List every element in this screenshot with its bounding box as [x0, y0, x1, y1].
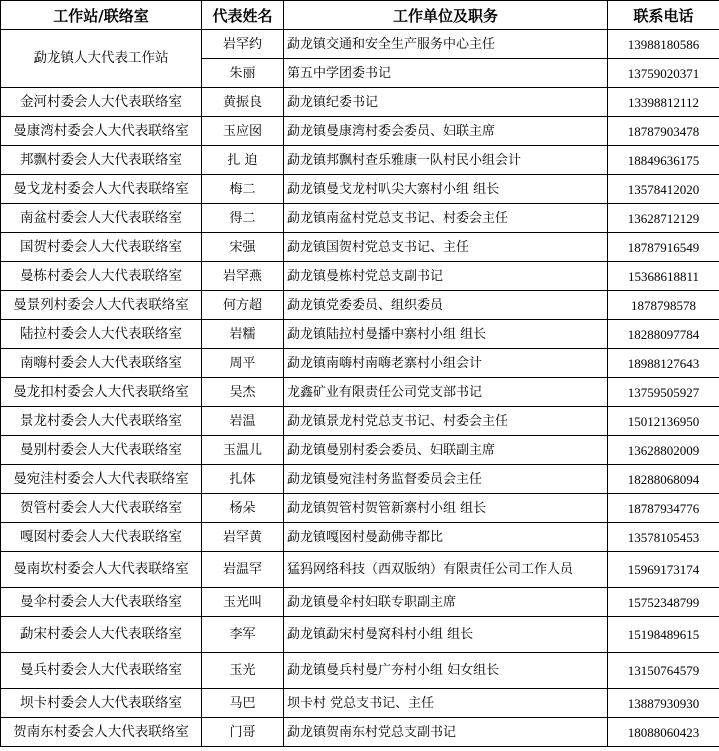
- header-name: 代表姓名: [202, 1, 284, 30]
- name-cell: 岩温: [202, 407, 284, 436]
- station-cell: 曼宛洼村委会人大代表联络室: [1, 465, 202, 494]
- station-cell: 勐宋村委会人大代表联络室: [1, 617, 202, 653]
- table-row: [1, 320, 719, 349]
- table-row: [1, 291, 719, 320]
- header-phone: 联系电话: [608, 1, 719, 30]
- station-cell: 贺管村委会人大代表联络室: [1, 494, 202, 523]
- station-cell: 曼景列村委会人大代表联络室: [1, 291, 202, 320]
- name-cell: 吴杰: [202, 378, 284, 407]
- phone-cell: 13628802009: [608, 436, 719, 465]
- table-row: [1, 718, 719, 747]
- job-cell: 勐龙镇纪委书记: [284, 88, 608, 117]
- phone-cell: 13578412020: [608, 175, 719, 204]
- header-row: [1, 1, 719, 30]
- name-cell: 朱丽: [202, 59, 284, 88]
- table-row: [1, 588, 719, 617]
- station-cell: 曼戈龙村委会人大代表联络室: [1, 175, 202, 204]
- header-job: 工作单位及职务: [284, 1, 608, 30]
- name-cell: 马巴: [202, 689, 284, 718]
- table-row: [1, 349, 719, 378]
- job-cell: 勐龙镇交通和安全生产服务中心主任: [284, 30, 608, 59]
- phone-cell: 18787916549: [608, 233, 719, 262]
- phone-cell: 18288097784: [608, 320, 719, 349]
- table-row: [1, 653, 719, 689]
- table-row: [1, 233, 719, 262]
- station-cell: 曼龙扣村委会人大代表联络室: [1, 378, 202, 407]
- name-cell: 杨朵: [202, 494, 284, 523]
- phone-cell: 13398812112: [608, 88, 719, 117]
- table-row: [1, 465, 719, 494]
- table-row: [1, 262, 719, 291]
- phone-cell: 18787934776: [608, 494, 719, 523]
- phone-cell: 18849636175: [608, 146, 719, 175]
- job-cell: 勐龙镇曼别村委会委员、妇联副主席: [284, 436, 608, 465]
- phone-cell: 13759505927: [608, 378, 719, 407]
- job-cell: 勐龙镇曼栋村党总支副书记: [284, 262, 608, 291]
- station-cell: 勐龙镇人大代表工作站: [1, 30, 202, 88]
- name-cell: 玉应囡: [202, 117, 284, 146]
- station-cell: 曼栋村委会人大代表联络室: [1, 262, 202, 291]
- station-cell: 曼兵村委会人大代表联络室: [1, 653, 202, 689]
- job-cell: 勐龙镇曼戈龙村叭尖大寨村小组 组长: [284, 175, 608, 204]
- job-cell: 勐龙镇国贺村党总支书记、主任: [284, 233, 608, 262]
- job-cell: 勐龙镇景龙村党总支书记、村委会主任: [284, 407, 608, 436]
- phone-cell: 18787903478: [608, 117, 719, 146]
- station-cell: 嘎囡村委会人大代表联络室: [1, 523, 202, 552]
- table-row: [1, 88, 719, 117]
- name-cell: 岩温罕: [202, 552, 284, 588]
- phone-cell: 13628712129: [608, 204, 719, 233]
- job-cell: 勐龙镇勐宋村曼窝科村小组 组长: [284, 617, 608, 653]
- job-cell: 勐龙镇曼伞村妇联专职副主席: [284, 588, 608, 617]
- station-cell: 南盆村委会人大代表联络室: [1, 204, 202, 233]
- name-cell: 门哥: [202, 718, 284, 747]
- table-row: [1, 523, 719, 552]
- job-cell: 坝卡村 党总支书记、主任: [284, 689, 608, 718]
- job-cell: 勐龙镇曼康湾村委会委员、妇联主席: [284, 117, 608, 146]
- name-cell: 梅二: [202, 175, 284, 204]
- station-cell: 曼伞村委会人大代表联络室: [1, 588, 202, 617]
- phone-cell: 1878798578: [608, 291, 719, 320]
- name-cell: 黄振良: [202, 88, 284, 117]
- phone-cell: 15012136950: [608, 407, 719, 436]
- station-cell: 陆拉村委会人大代表联络室: [1, 320, 202, 349]
- station-cell: 贺南东村委会人大代表联络室: [1, 718, 202, 747]
- table-row: [1, 30, 719, 59]
- job-cell: 勐龙镇曼宛洼村务监督委员会主任: [284, 465, 608, 494]
- phone-cell: 13887930930: [608, 689, 719, 718]
- job-cell: 猛犸网络科技（西双版纳）有限责任公司工作人员: [284, 552, 608, 588]
- name-cell: 扎 迫: [202, 146, 284, 175]
- table-row: [1, 689, 719, 718]
- table-row: [1, 617, 719, 653]
- phone-cell: 13759020371: [608, 59, 719, 88]
- header-station: 工作站/联络室: [1, 1, 202, 30]
- station-cell: 景龙村委会人大代表联络室: [1, 407, 202, 436]
- table-row: [1, 146, 719, 175]
- name-cell: 岩罕约: [202, 30, 284, 59]
- table-row: [1, 494, 719, 523]
- phone-cell: 18988127643: [608, 349, 719, 378]
- job-cell: 勐龙镇贺管村贺管新寨村小组 组长: [284, 494, 608, 523]
- name-cell: 得二: [202, 204, 284, 233]
- table-row: [1, 552, 719, 588]
- station-cell: 曼南坎村委会人大代表联络室: [1, 552, 202, 588]
- phone-cell: 15368618811: [608, 262, 719, 291]
- station-cell: 国贺村委会人大代表联络室: [1, 233, 202, 262]
- table-row: [1, 407, 719, 436]
- table-row: [1, 117, 719, 146]
- station-cell: 曼别村委会人大代表联络室: [1, 436, 202, 465]
- name-cell: 李军: [202, 617, 284, 653]
- name-cell: 玉温儿: [202, 436, 284, 465]
- name-cell: 玉光: [202, 653, 284, 689]
- table-row: [1, 175, 719, 204]
- name-cell: 何方超: [202, 291, 284, 320]
- name-cell: 岩罕燕: [202, 262, 284, 291]
- job-cell: 勐龙镇党委委员、组织委员: [284, 291, 608, 320]
- job-cell: 勐龙镇南嗨村南嗨老寨村小组会计: [284, 349, 608, 378]
- table-row: [1, 436, 719, 465]
- job-cell: 勐龙镇嘎囡村曼勐佛寺都比: [284, 523, 608, 552]
- name-cell: 宋强: [202, 233, 284, 262]
- station-cell: 南嗨村委会人大代表联络室: [1, 349, 202, 378]
- phone-cell: 13150764579: [608, 653, 719, 689]
- job-cell: 勐龙镇南盆村党总支书记、村委会主任: [284, 204, 608, 233]
- table-row: [1, 204, 719, 233]
- phone-cell: 15198489615: [608, 617, 719, 653]
- name-cell: 岩糯: [202, 320, 284, 349]
- station-cell: 金河村委会人大代表联络室: [1, 88, 202, 117]
- job-cell: 勐龙镇邦飘村查乐雅康一队村民小组会计: [284, 146, 608, 175]
- phone-cell: 15969173174: [608, 552, 719, 588]
- phone-cell: 15752348799: [608, 588, 719, 617]
- job-cell: 勐龙镇曼兵村曼广夯村小组 妇女组长: [284, 653, 608, 689]
- name-cell: 扎体: [202, 465, 284, 494]
- phone-cell: 13988180586: [608, 30, 719, 59]
- station-cell: 邦飘村委会人大代表联络室: [1, 146, 202, 175]
- job-cell: 第五中学团委书记: [284, 59, 608, 88]
- phone-cell: 13578105453: [608, 523, 719, 552]
- station-cell: 曼康湾村委会人大代表联络室: [1, 117, 202, 146]
- station-cell: 坝卡村委会人大代表联络室: [1, 689, 202, 718]
- job-cell: 勐龙镇陆拉村曼播中寨村小组 组长: [284, 320, 608, 349]
- phone-cell: 18088060423: [608, 718, 719, 747]
- name-cell: 玉光叫: [202, 588, 284, 617]
- name-cell: 周平: [202, 349, 284, 378]
- phone-cell: 18288068094: [608, 465, 719, 494]
- job-cell: 勐龙镇贺南东村党总支副书记: [284, 718, 608, 747]
- job-cell: 龙鑫矿业有限责任公司党支部书记: [284, 378, 608, 407]
- name-cell: 岩罕黄: [202, 523, 284, 552]
- table-row: [1, 378, 719, 407]
